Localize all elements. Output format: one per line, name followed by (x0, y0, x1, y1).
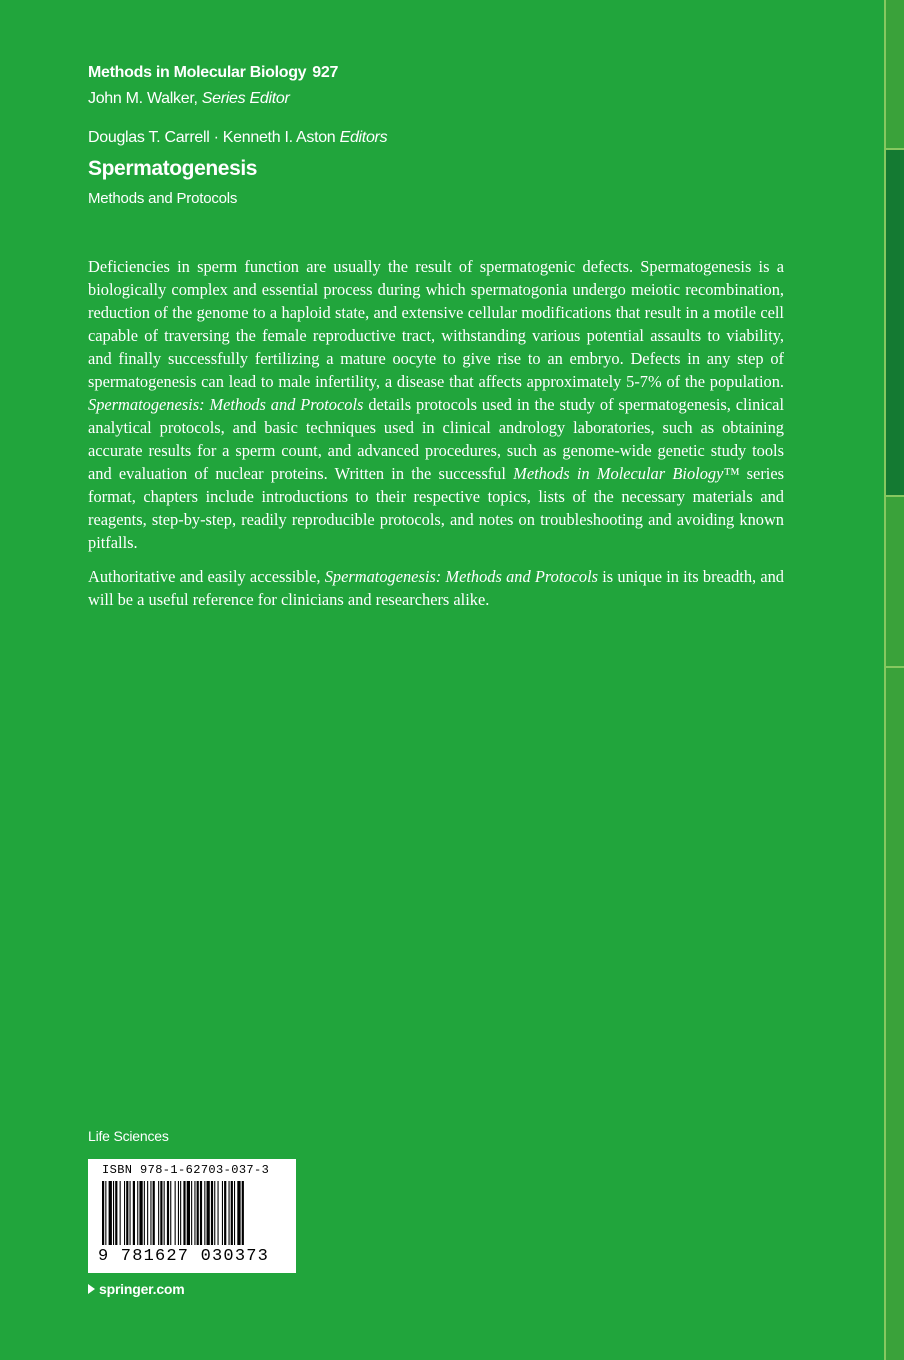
barcode-bar (224, 1181, 226, 1245)
book-editors-role: Editors (339, 129, 388, 146)
description-italic-title: Spermatogenesis: Methods and Protocols (88, 395, 364, 414)
description-italic-series: Methods in Molecular Biology™ (513, 464, 740, 483)
barcode-bar (109, 1181, 112, 1245)
description-text: series format, chapters include introductions to their respective topics, lists of the necessary materials and reagents, step-by-step, readily reproducible protocols, and notes on troubleshooting and avoiding known pitfalls. (88, 464, 785, 552)
arrow-right-icon (88, 1284, 95, 1294)
spine-divider (886, 666, 904, 668)
series-name: Methods in Molecular Biology (88, 64, 307, 81)
book-subtitle: Methods and Protocols (88, 190, 238, 207)
spine-divider (886, 495, 904, 497)
series-line (88, 64, 338, 82)
book-editors-line (88, 129, 387, 147)
barcode-bar (126, 1181, 128, 1245)
barcode-bar (139, 1181, 142, 1245)
series-editor-role: Series Editor (201, 90, 290, 107)
barcode-bar (147, 1181, 148, 1245)
barcode-bar (170, 1181, 171, 1245)
barcode-bar (222, 1181, 223, 1245)
barcode-bar (231, 1181, 233, 1245)
barcode-bar (105, 1181, 106, 1245)
barcode-bar (124, 1181, 125, 1245)
barcode-bar (218, 1181, 219, 1245)
description-paragraph-1 (88, 255, 784, 554)
barcode-bar (211, 1181, 213, 1245)
barcode-bar (204, 1181, 205, 1245)
barcode-bar (180, 1181, 181, 1245)
series-editor-line (88, 90, 289, 108)
barcode-bar (207, 1181, 210, 1245)
description-text: details protocols used in the study of spermatogenesis, clinical analytical protocols, and basic techniques used in clinical andrology laboratories, such as obtaining accurate results for a sperm count, and advanced procedures, such as genome-wide genetic study tools and evaluation of nuclear proteins. Written in the successful (88, 395, 784, 483)
barcode-bar (150, 1181, 151, 1245)
barcode-bar (160, 1181, 162, 1245)
description-text: Authoritative and easily accessible, (88, 567, 325, 586)
publisher-website-link[interactable] (88, 1281, 185, 1297)
barcode-digits: 9 781627 030373 (98, 1247, 270, 1266)
subject-category: Life Sciences (88, 1128, 169, 1144)
barcode-icon (100, 1181, 284, 1249)
book-title: Spermatogenesis (88, 157, 258, 180)
barcode-bar (242, 1181, 244, 1245)
barcode-bar (133, 1181, 135, 1245)
series-number: 927 (312, 64, 339, 81)
isbn-text: ISBN 978-1-62703-037-3 (102, 1163, 270, 1177)
barcode-bar (113, 1181, 114, 1245)
barcode-bar (120, 1181, 121, 1245)
barcode-bar (229, 1181, 230, 1245)
barcode-bar (167, 1181, 169, 1245)
barcode-bar (153, 1181, 155, 1245)
barcode-bar (164, 1181, 165, 1245)
barcode-bar (194, 1181, 195, 1245)
publisher-website-text: springer.com (99, 1281, 185, 1297)
barcode-bar (200, 1181, 202, 1245)
barcode-bar (175, 1181, 176, 1245)
isbn-barcode (88, 1159, 296, 1273)
barcode-bar (197, 1181, 199, 1245)
description-text: Deficiencies in sperm function are usually the result of spermatogenic defects. Spermatogenesis is a biologically complex and essential process during which spermatogonia undergo meiotic recombination, reduction of the genome to a haploid state, and extensive cellular modifications that result in a motile cell capable of traversing the female reproductive tract, withstanding various potential assaults to viability, and finally successfully fertilizing a mature oocyte to give rise to an embryo. Defects in any step of spermatogenesis can lead to male infertility, a disease that affects approximately 5-7% of the population. (88, 257, 784, 391)
description-italic-title: Spermatogenesis: Methods and Protocols (324, 567, 599, 586)
series-editor-name: John M. Walker, (88, 90, 198, 107)
barcode-bar (158, 1181, 159, 1245)
book-editors-names: Douglas T. Carrell · Kenneth I. Aston (88, 129, 336, 146)
spine-dark-band (886, 150, 904, 495)
barcode-bar (183, 1181, 185, 1245)
book-description (88, 255, 784, 622)
barcode-bar (214, 1181, 215, 1245)
barcode-bar (191, 1181, 192, 1245)
spine-divider (886, 148, 904, 150)
description-text: is unique in its breadth, and will be a useful reference for clinicians and researchers alike. (88, 567, 784, 609)
barcode-bar (102, 1181, 104, 1245)
description-paragraph-2 (88, 565, 784, 611)
barcode-bar (187, 1181, 190, 1245)
barcode-bar (178, 1181, 179, 1245)
barcode-bar (130, 1181, 131, 1245)
barcode-bar (237, 1181, 240, 1245)
barcode-bar (144, 1181, 145, 1245)
barcode-bar (234, 1181, 235, 1245)
barcode-bar (115, 1181, 117, 1245)
barcode-bar (137, 1181, 138, 1245)
